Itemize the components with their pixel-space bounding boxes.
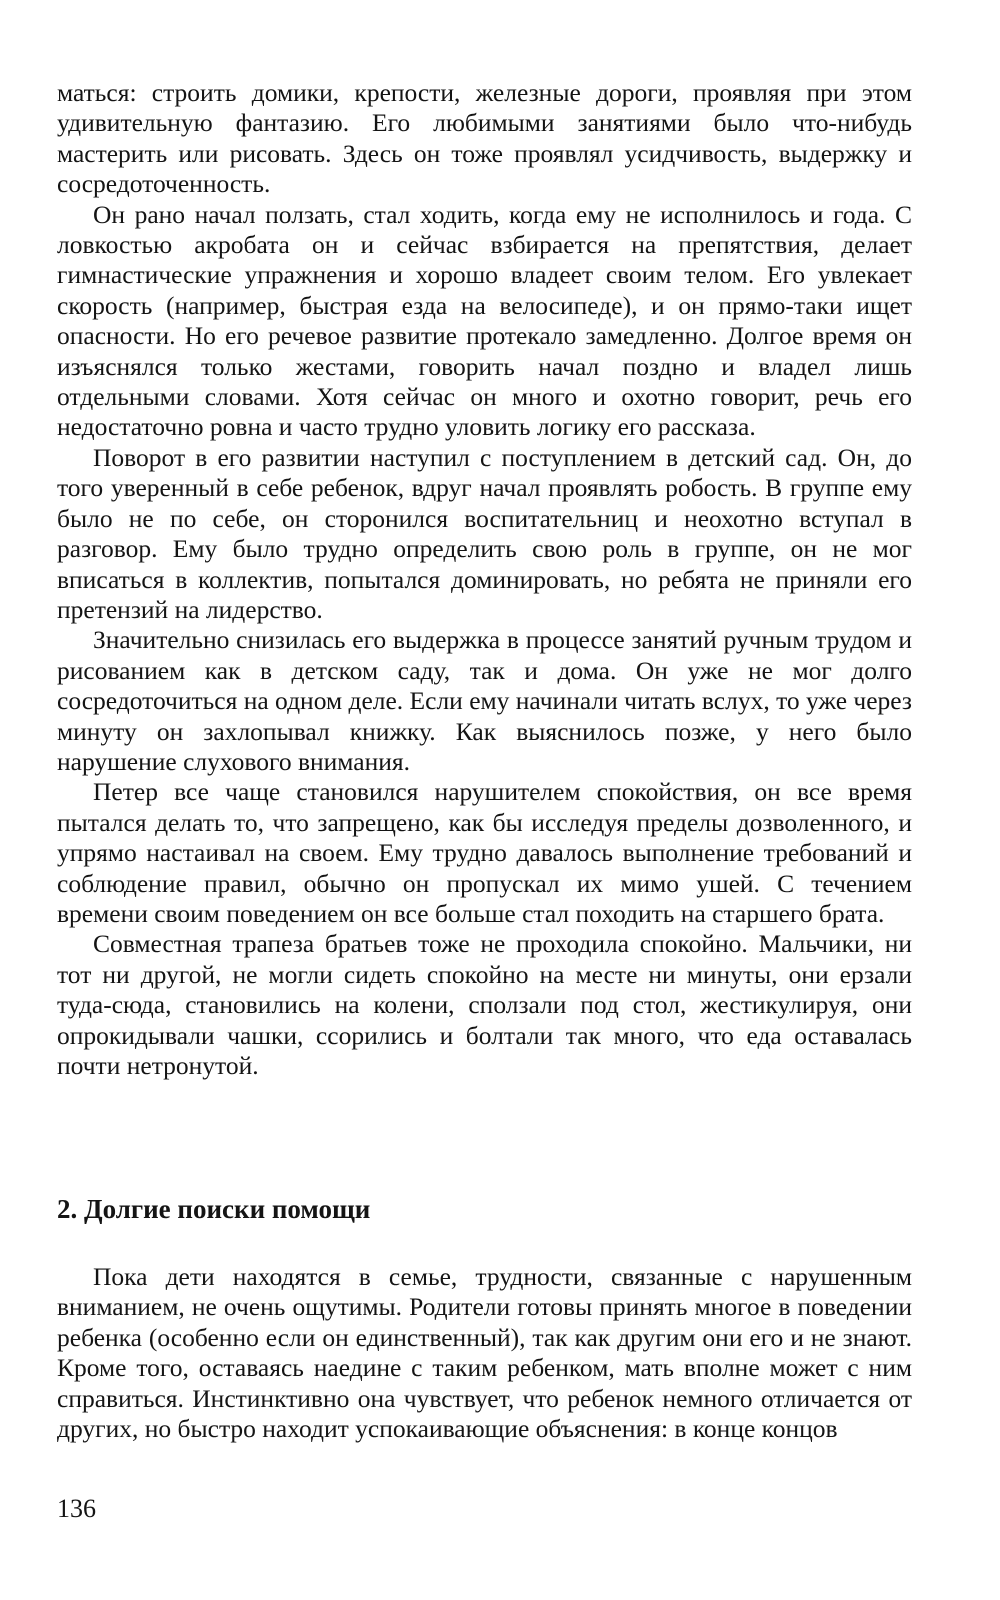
- main-text-block: [57, 78, 912, 1081]
- paragraph-behavior: Петер все чаще становился нарушителем спокойствия, он все время пытался делать то, что запрещено, как бы исследуя пределы дозволенного, и упрямо настаивал на своем. Ему трудно давалось выполнение требований и соблюдение правил, обычно он пропускал их мимо ушей. С течением времени своим поведением он все больше стал походить на старшего брата.: [57, 777, 912, 928]
- paragraph-attention: Значительно снизилась его выдержка в процессе занятий ручным трудом и рисованием как в детском саду, так и дома. Он уже не мог долго сосредоточиться на одном деле. Если ему начинали читать вслух, то уже через минуту он захлопывал книжку. Как выяснилось позже, у него было нарушение слухового внимания.: [57, 625, 912, 776]
- paragraph-continued: маться: строить домики, крепости, железные дороги, проявляя при этом удивительную фантазию. Его любимыми занятиями было что-нибудь мастерить или рисовать. Здесь он тоже проявлял усидчивость, выдержку и сосредоточенность.: [57, 78, 912, 199]
- paragraph-section-start: Пока дети находятся в семье, трудности, связанные с нарушенным вниманием, не очень ощутимы. Родители готовы принять многое в поведении ребенка (особенно если он единственный), так как другим они его и не знают. Кроме того, оставаясь наедине с таким ребенком, мать вполне может с ним справиться. Инстинктивно она чувствует, что ребенок немного отличается от других, но быстро находит успокаивающие объяснения: в конце концов: [57, 1262, 912, 1444]
- paragraph-kindergarten: Поворот в его развитии наступил с поступлением в детский сад. Он, до того уверенный в себе ребенок, вдруг начал проявлять робость. В группе ему было не по себе, он сторонился воспитательниц и неохотно вступал в разговор. Ему было трудно определить свою роль в группе, он не мог вписаться в коллектив, попытался доминировать, но ребята не приняли его претензий на лидерство.: [57, 442, 912, 624]
- section-text-block: [57, 1262, 912, 1444]
- section-heading: 2. Долгие поиски помощи: [57, 1194, 371, 1224]
- page-number: 136: [57, 1494, 96, 1523]
- paragraph-motor-development: Он рано начал ползать, стал ходить, когда ему не исполнилось и года. С ловкостью акробата он и сейчас взбирается на препятствия, делает гимнастические упражнения и хорошо владеет своим телом. Его увлекает скорость (например, быстрая езда на велосипеде), и он прямо-таки ищет опасности. Но его речевое развитие протекало замедленно. Долгое время он изъяснялся только жестами, говорить начал поздно и владел лишь отдельными словами. Хотя сейчас он много и охотно говорит, речь его недостаточно ровна и часто трудно уловить логику его рассказа.: [57, 199, 912, 442]
- paragraph-meal: Совместная трапеза братьев тоже не проходила спокойно. Мальчики, ни тот ни другой, не могли сидеть спокойно на месте ни минуты, они ерзали туда-сюда, становились на колени, сползали под стол, жестикулируя, они опрокидывали чашки, ссорились и болтали так много, что еда оставалась почти нетронутой.: [57, 929, 912, 1080]
